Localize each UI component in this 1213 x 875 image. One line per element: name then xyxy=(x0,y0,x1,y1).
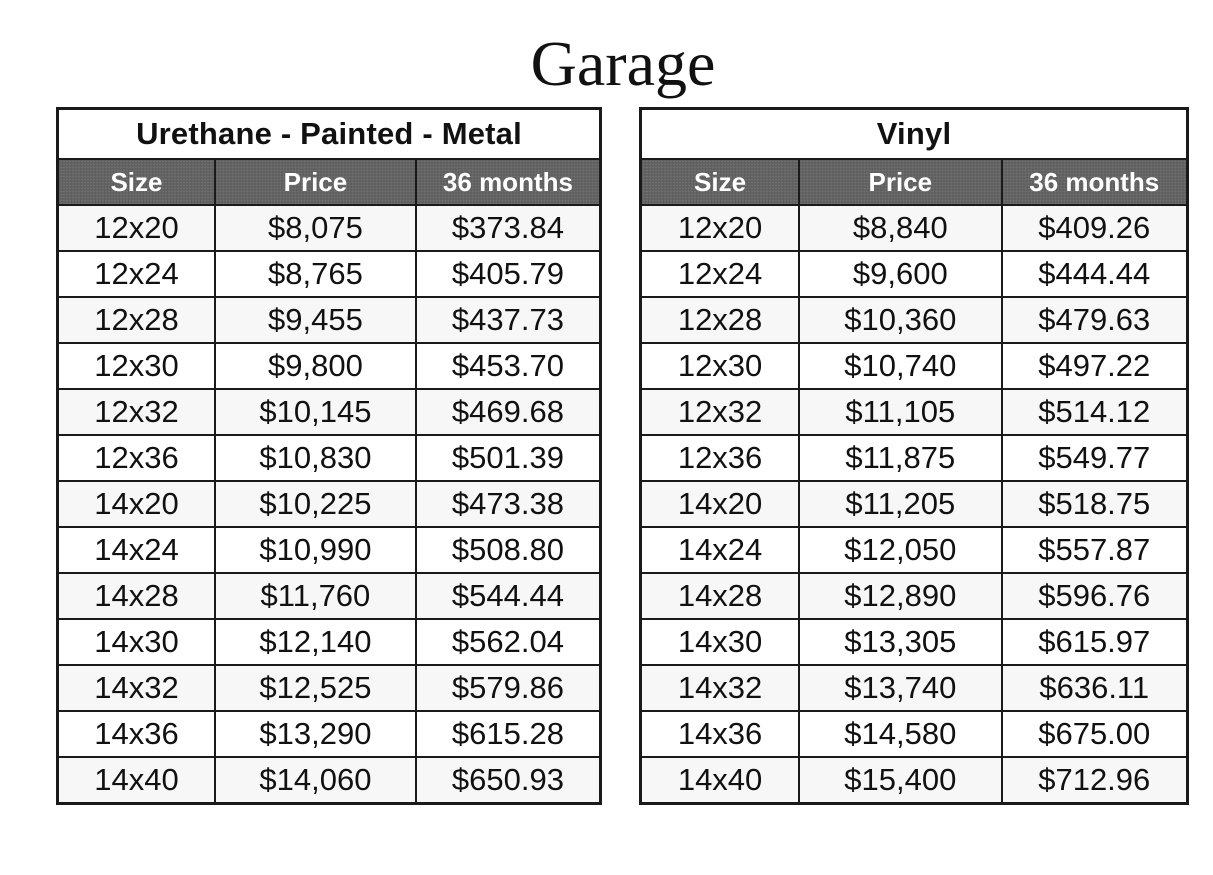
monthly-payment-cell: $615.28 xyxy=(416,711,601,757)
price-cell: $10,740 xyxy=(799,343,1001,389)
table-row xyxy=(641,527,1188,573)
price-cell: $10,990 xyxy=(215,527,416,573)
size-cell: 12x20 xyxy=(58,205,215,251)
price-cell: $13,305 xyxy=(799,619,1001,665)
table-row xyxy=(641,481,1188,527)
price-cell: $9,600 xyxy=(799,251,1001,297)
table-row xyxy=(641,619,1188,665)
table-row xyxy=(641,297,1188,343)
column-header-size: Size xyxy=(641,159,800,205)
size-cell: 12x24 xyxy=(58,251,215,297)
monthly-payment-cell: $675.00 xyxy=(1002,711,1188,757)
price-cell: $9,455 xyxy=(215,297,416,343)
table-row xyxy=(641,757,1188,804)
size-cell: 14x20 xyxy=(641,481,800,527)
vinyl-price-table xyxy=(639,107,1189,805)
table-row xyxy=(641,435,1188,481)
size-cell: 14x24 xyxy=(58,527,215,573)
table-row xyxy=(641,205,1188,251)
table-row xyxy=(58,389,601,435)
price-cell: $9,800 xyxy=(215,343,416,389)
monthly-payment-cell: $469.68 xyxy=(416,389,601,435)
monthly-payment-cell: $473.38 xyxy=(416,481,601,527)
size-cell: 12x36 xyxy=(641,435,800,481)
monthly-payment-cell: $437.73 xyxy=(416,297,601,343)
monthly-payment-cell: $636.11 xyxy=(1002,665,1188,711)
size-cell: 14x30 xyxy=(641,619,800,665)
table-row xyxy=(58,251,601,297)
table-row xyxy=(58,435,601,481)
size-cell: 12x30 xyxy=(641,343,800,389)
size-cell: 12x32 xyxy=(58,389,215,435)
table-row xyxy=(641,251,1188,297)
monthly-payment-cell: $444.44 xyxy=(1002,251,1188,297)
size-cell: 12x28 xyxy=(58,297,215,343)
table-row xyxy=(641,389,1188,435)
column-header-price: Price xyxy=(215,159,416,205)
size-cell: 14x32 xyxy=(641,665,800,711)
price-cell: $11,875 xyxy=(799,435,1001,481)
size-cell: 14x40 xyxy=(58,757,215,804)
size-cell: 14x36 xyxy=(641,711,800,757)
size-cell: 12x24 xyxy=(641,251,800,297)
table-row xyxy=(641,711,1188,757)
table-heading: Vinyl xyxy=(641,109,1188,160)
urethane-price-table xyxy=(56,107,602,805)
monthly-payment-cell: $514.12 xyxy=(1002,389,1188,435)
table-row xyxy=(58,527,601,573)
size-cell: 14x40 xyxy=(641,757,800,804)
table-row xyxy=(58,573,601,619)
table-row xyxy=(58,205,601,251)
size-cell: 14x28 xyxy=(641,573,800,619)
size-cell: 14x24 xyxy=(641,527,800,573)
table-row xyxy=(641,665,1188,711)
size-cell: 14x36 xyxy=(58,711,215,757)
price-cell: $14,060 xyxy=(215,757,416,804)
monthly-payment-cell: $508.80 xyxy=(416,527,601,573)
column-header-36-months: 36 months xyxy=(1002,159,1188,205)
size-cell: 12x36 xyxy=(58,435,215,481)
price-cell: $8,075 xyxy=(215,205,416,251)
monthly-payment-cell: $518.75 xyxy=(1002,481,1188,527)
price-cell: $8,840 xyxy=(799,205,1001,251)
monthly-payment-cell: $596.76 xyxy=(1002,573,1188,619)
monthly-payment-cell: $453.70 xyxy=(416,343,601,389)
table-row xyxy=(641,343,1188,389)
price-cell: $14,580 xyxy=(799,711,1001,757)
price-cell: $15,400 xyxy=(799,757,1001,804)
price-cell: $12,525 xyxy=(215,665,416,711)
price-cell: $11,105 xyxy=(799,389,1001,435)
price-cell: $10,225 xyxy=(215,481,416,527)
monthly-payment-cell: $549.77 xyxy=(1002,435,1188,481)
price-cell: $13,740 xyxy=(799,665,1001,711)
table-row xyxy=(58,481,601,527)
price-cell: $11,205 xyxy=(799,481,1001,527)
table-row xyxy=(58,297,601,343)
size-cell: 12x30 xyxy=(58,343,215,389)
monthly-payment-cell: $650.93 xyxy=(416,757,601,804)
size-cell: 14x28 xyxy=(58,573,215,619)
size-cell: 14x30 xyxy=(58,619,215,665)
column-header-36-months: 36 months xyxy=(416,159,601,205)
monthly-payment-cell: $579.86 xyxy=(416,665,601,711)
column-header-price: Price xyxy=(799,159,1001,205)
size-cell: 12x20 xyxy=(641,205,800,251)
price-cell: $10,830 xyxy=(215,435,416,481)
table-heading: Urethane - Painted - Metal xyxy=(58,109,601,160)
monthly-payment-cell: $712.96 xyxy=(1002,757,1188,804)
monthly-payment-cell: $405.79 xyxy=(416,251,601,297)
price-cell: $13,290 xyxy=(215,711,416,757)
page-title: Garage xyxy=(530,28,716,99)
price-cell: $12,890 xyxy=(799,573,1001,619)
price-cell: $10,360 xyxy=(799,297,1001,343)
monthly-payment-cell: $557.87 xyxy=(1002,527,1188,573)
price-cell: $12,140 xyxy=(215,619,416,665)
price-cell: $8,765 xyxy=(215,251,416,297)
table-row xyxy=(641,573,1188,619)
table-row xyxy=(58,619,601,665)
column-header-size: Size xyxy=(58,159,215,205)
monthly-payment-cell: $562.04 xyxy=(416,619,601,665)
monthly-payment-cell: $409.26 xyxy=(1002,205,1188,251)
monthly-payment-cell: $479.63 xyxy=(1002,297,1188,343)
monthly-payment-cell: $497.22 xyxy=(1002,343,1188,389)
monthly-payment-cell: $544.44 xyxy=(416,573,601,619)
size-cell: 14x32 xyxy=(58,665,215,711)
size-cell: 12x28 xyxy=(641,297,800,343)
table-row xyxy=(58,665,601,711)
table-row xyxy=(58,343,601,389)
monthly-payment-cell: $501.39 xyxy=(416,435,601,481)
size-cell: 12x32 xyxy=(641,389,800,435)
price-cell: $11,760 xyxy=(215,573,416,619)
price-cell: $10,145 xyxy=(215,389,416,435)
monthly-payment-cell: $373.84 xyxy=(416,205,601,251)
price-cell: $12,050 xyxy=(799,527,1001,573)
size-cell: 14x20 xyxy=(58,481,215,527)
table-row xyxy=(58,711,601,757)
monthly-payment-cell: $615.97 xyxy=(1002,619,1188,665)
table-row xyxy=(58,757,601,804)
